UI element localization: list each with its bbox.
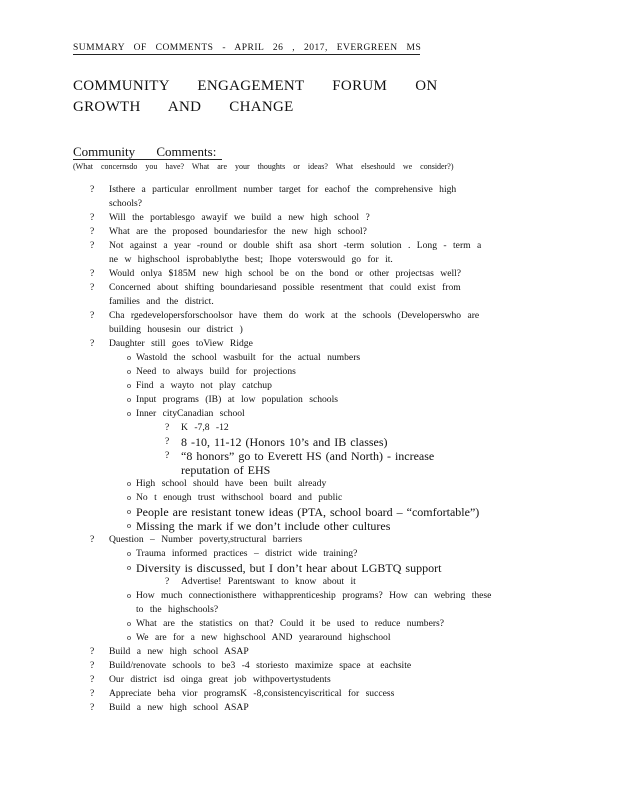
list-item-text: Diversity is discussed, but I don’t hear about LGBTQ support bbox=[136, 561, 442, 575]
list-item-text: Not against a year -round or double shift asa short -term solution . Long - term a ne w highschool isprobablythe best; Ihope voterswould go for it. bbox=[109, 240, 482, 265]
list-item-text: We are for a new highschool AND yeararound highschool bbox=[136, 632, 391, 643]
bullet-icon: ? bbox=[90, 184, 95, 195]
bullet-icon: ? bbox=[90, 212, 95, 223]
list-item bbox=[0, 337, 618, 351]
sub-list-item bbox=[0, 561, 618, 575]
sub-list-item bbox=[0, 351, 618, 365]
sub-list-item bbox=[0, 407, 618, 421]
bullet-icon: ? bbox=[90, 240, 95, 251]
circle-bullet-icon: o bbox=[127, 381, 131, 390]
bullet-icon: ? bbox=[90, 660, 95, 671]
sub-list-item bbox=[0, 477, 618, 491]
list-item bbox=[0, 659, 618, 673]
list-item-text: No t enough trust withschool board and public bbox=[136, 492, 343, 503]
list-item-text: Daughter still goes toView Ridge bbox=[109, 338, 253, 349]
list-item-text: Missing the mark if we don’t include other cultures bbox=[136, 519, 391, 533]
sub-sub-list-item bbox=[0, 435, 618, 449]
list-item-text: Build a new high school ASAP bbox=[109, 646, 249, 657]
circle-bullet-icon: o bbox=[127, 409, 131, 418]
circle-bullet-icon: o bbox=[127, 367, 131, 376]
bullet-icon: ? bbox=[90, 534, 95, 545]
circle-bullet-icon: o bbox=[127, 633, 131, 642]
bullet-icon: ? bbox=[165, 422, 170, 433]
bullet-icon: ? bbox=[90, 282, 95, 293]
list-item bbox=[0, 183, 618, 211]
list-item-text: People are resistant tonew ideas (PTA, school board – “comfortable”) bbox=[136, 505, 480, 519]
circle-bullet-icon: o bbox=[127, 521, 131, 530]
list-item bbox=[0, 267, 618, 281]
bullet-icon: ? bbox=[90, 674, 95, 685]
list-item-text: What are the proposed boundariesfor the new high school? bbox=[109, 226, 367, 237]
list-item bbox=[0, 281, 618, 309]
bullet-icon: ? bbox=[165, 576, 170, 587]
bullet-icon: ? bbox=[90, 646, 95, 657]
list-item-text: Our district isd oinga great job withpovertystudents bbox=[109, 674, 331, 685]
sub-list-item bbox=[0, 617, 618, 631]
list-item bbox=[0, 211, 618, 225]
list-item-text: 8 -10, 11-12 (Honors 10’s and IB classes) bbox=[181, 435, 388, 449]
sub-list-item bbox=[0, 631, 618, 645]
list-item-text: Need to always build for projections bbox=[136, 366, 296, 377]
bullet-icon: ? bbox=[90, 702, 95, 713]
bullet-icon: ? bbox=[90, 310, 95, 321]
list-item bbox=[0, 645, 618, 659]
bullet-icon: ? bbox=[90, 268, 95, 279]
list-item-text: Input programs (IB) at low population schools bbox=[136, 394, 338, 405]
circle-bullet-icon: o bbox=[127, 353, 131, 362]
title-line-2: GROWTH AND CHANGE bbox=[73, 99, 294, 115]
sub-sub-list-item bbox=[0, 575, 618, 589]
circle-bullet-icon: o bbox=[127, 479, 131, 488]
section-heading: Community Comments: bbox=[73, 144, 222, 160]
list-item-text: Inner cityCanadian school bbox=[136, 408, 245, 419]
list-item-text: Appreciate beha vior programsK -8,consistencyiscritical for success bbox=[109, 688, 395, 699]
list-item bbox=[0, 673, 618, 687]
sub-list-item bbox=[0, 589, 618, 617]
list-item-text: “8 honors” go to Everett HS (and North) - increase reputation of EHS bbox=[181, 449, 435, 477]
sub-list-item bbox=[0, 393, 618, 407]
list-item-text: Cha rgedevelopersforschoolsor have them do work at the schools (Developerswho are building housesin our district ) bbox=[109, 310, 480, 335]
list-item bbox=[0, 239, 618, 267]
list-item bbox=[0, 701, 618, 715]
sub-list-item bbox=[0, 547, 618, 561]
sub-list-item bbox=[0, 505, 618, 519]
list-item-text: Concerned about shifting boundariesand possible resentment that could exist from families and the district. bbox=[109, 282, 461, 307]
list-item bbox=[0, 225, 618, 239]
list-item-text: Will the portablesgo awayif we build a new high school ? bbox=[109, 212, 370, 223]
list-item-text: Isthere a particular enrollment number target for eachof the comprehensive high schools? bbox=[109, 184, 457, 209]
comment-list bbox=[0, 183, 618, 715]
sub-list-item bbox=[0, 365, 618, 379]
circle-bullet-icon: o bbox=[127, 549, 131, 558]
list-item-text: Find a wayto not play catchup bbox=[136, 380, 272, 391]
document-title bbox=[73, 76, 513, 118]
list-item bbox=[0, 687, 618, 701]
bullet-icon: ? bbox=[90, 688, 95, 699]
list-item-text: Build/renovate schools to be3 -4 storiesto maximize space at eachsite bbox=[109, 660, 412, 671]
sub-sub-list-item bbox=[0, 421, 618, 435]
list-item-text: Advertise! Parentswant to know about it bbox=[181, 576, 356, 587]
circle-bullet-icon: o bbox=[127, 395, 131, 404]
bullet-icon: ? bbox=[90, 338, 95, 349]
list-item bbox=[0, 533, 618, 547]
document-header: SUMMARY OF COMMENTS - APRIL 26 , 2017, EVERGREEN MS bbox=[73, 43, 422, 53]
list-item-text: Build a new high school ASAP bbox=[109, 702, 249, 713]
title-line-1: COMMUNITY ENGAGEMENT FORUM ON bbox=[73, 78, 438, 94]
circle-bullet-icon: o bbox=[127, 591, 131, 600]
list-item-text: Wastold the school wasbuilt for the actual numbers bbox=[136, 352, 361, 363]
list-item-text: How much connectionisthere withapprenticeship programs? How can webring these to the highschools? bbox=[136, 590, 492, 615]
bullet-icon: ? bbox=[165, 436, 170, 447]
list-item-text: Would onlya $185M new high school be on the bond or other projectsas well? bbox=[109, 268, 462, 279]
section-subtitle: (What concernsdo you have? What are your thoughts or ideas? What elseshould we consider?) bbox=[73, 162, 454, 171]
circle-bullet-icon: o bbox=[127, 563, 131, 572]
bullet-icon: ? bbox=[90, 226, 95, 237]
sub-list-item bbox=[0, 379, 618, 393]
list-item-text: Question – Number poverty,structural barriers bbox=[109, 534, 303, 545]
bullet-icon: ? bbox=[165, 450, 170, 461]
circle-bullet-icon: o bbox=[127, 507, 131, 516]
list-item bbox=[0, 309, 618, 337]
sub-sub-list-item bbox=[0, 449, 618, 477]
list-item-text: High school should have been built already bbox=[136, 478, 327, 489]
circle-bullet-icon: o bbox=[127, 493, 131, 502]
list-item-text: What are the statistics on that? Could it be used to reduce numbers? bbox=[136, 618, 445, 629]
sub-list-item bbox=[0, 519, 618, 533]
circle-bullet-icon: o bbox=[127, 619, 131, 628]
list-item-text: Trauma informed practices – district wide training? bbox=[136, 548, 358, 559]
sub-list-item bbox=[0, 491, 618, 505]
list-item-text: K -7,8 -12 bbox=[181, 422, 229, 433]
